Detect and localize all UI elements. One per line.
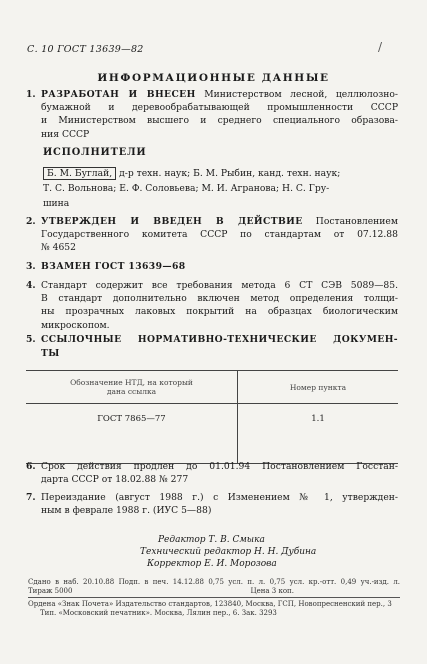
margin-mark: / xyxy=(378,40,383,54)
item-line: Государственного комитета СССР по стандартам от 07.12.88 xyxy=(41,229,398,241)
item-lead: ССЫЛОЧНЫЕ НОРМАТИВНО-ТЕХНИЧЕСКИЕ ДОКУМЕН- xyxy=(41,334,398,345)
item-number: 4. xyxy=(26,280,36,291)
references-table xyxy=(26,370,398,464)
item-line: Срок действия продлен до 01.01.94 Постановлением Госстан- xyxy=(41,461,398,472)
publisher-footer xyxy=(28,600,400,618)
table-header-row xyxy=(26,371,398,404)
item-line: микроскопом. xyxy=(41,319,110,331)
column-header: Обозначение НТД, на который дана ссылка xyxy=(26,371,238,404)
item-number: 2. xyxy=(26,216,36,227)
table-cell: ГОСТ 7865—77 xyxy=(26,404,238,464)
item-3 xyxy=(26,260,398,273)
imprint-line: Тираж 5000 Цена 3 коп. xyxy=(28,586,294,595)
item-lead: ВЗАМЕН ГОСТ 13639—68 xyxy=(41,261,186,272)
developers-list xyxy=(43,166,398,211)
developers-line: Б. М. Буглай, д-р техн. наук; Б. М. Рыбин, канд. техн. наук; xyxy=(43,166,398,181)
developers-heading: ИСПОЛНИТЕЛИ xyxy=(43,147,147,158)
divider xyxy=(28,597,400,598)
item-number: 6. xyxy=(26,461,36,472)
item-line: и Министерством высшего и среднего специального образова- xyxy=(41,115,398,127)
item-line: В стандарт дополнительно включен метод определения толщи- xyxy=(41,293,398,305)
item-number: 7. xyxy=(26,492,36,503)
item-7 xyxy=(26,491,398,517)
credit-editor: Редактор Т. В. Смыка xyxy=(158,535,265,545)
item-lead: УТВЕРЖДЕН И ВВЕДЕН В ДЕЙСТВИЕ xyxy=(41,216,303,227)
table-cell: 1.1 xyxy=(238,404,399,464)
item-4 xyxy=(26,279,398,332)
item-5 xyxy=(26,333,398,361)
footer-line: Тип. «Московский печатник». Москва, Лялин пер., 6. Зак. 3293 xyxy=(40,609,277,617)
developer-first-name: Б. М. Буглай, xyxy=(43,167,116,180)
item-2 xyxy=(26,215,398,255)
footer-line: Ордена «Знак Почета» Издательство стандартов, 123840, Москва, ГСП, Новопресненский пер., 3 xyxy=(28,600,392,608)
item-number: 1. xyxy=(26,89,36,100)
credit-corrector: Корректор Е. И. Морозова xyxy=(147,559,277,569)
item-line: Переиздание (август 1988 г.) с Изменением № 1, утвержден- xyxy=(41,492,398,503)
table-row xyxy=(26,404,398,464)
developers-line: шина xyxy=(43,198,70,209)
section-title: ИНФОРМАЦИОННЫЕ ДАННЫЕ xyxy=(97,72,330,84)
item-lead: РАЗРАБОТАН И ВНЕСЕН xyxy=(41,89,196,100)
item-line: бумажной и деревообрабатывающей промышленности СССР xyxy=(41,102,398,114)
item-line: Стандарт содержит все требования метода 6 СТ СЭВ 5089—85. xyxy=(41,280,398,291)
developers-line: Т. С. Вольнова; Е. Ф. Соловьева; М. И. Агранова; Н. С. Гру- xyxy=(43,183,330,194)
item-line: № 4652 xyxy=(41,242,76,254)
item-6 xyxy=(26,460,398,486)
page-header: С. 10 ГОСТ 13639—82 xyxy=(27,44,144,55)
item-line: УТВЕРЖДЕН И ВВЕДЕН В ДЕЙСТВИЕ Постановлением xyxy=(41,216,398,227)
column-header: Номер пункта xyxy=(238,371,399,404)
credit-tech-editor: Технический редактор Н. Н. Дубина xyxy=(140,547,317,557)
item-1 xyxy=(26,88,398,141)
item-line: РАЗРАБОТАН И ВНЕСЕН Министерством лесной, целлюлозно- xyxy=(41,89,398,100)
item-line: ным в феврале 1988 г. (ИУС 5—88) xyxy=(41,505,212,517)
imprint-line: Сдано в наб. 20.10.88 Подп. в печ. 14.12.88 0,75 усл. п. л. 0,75 усл. кр.-отт. 0,49 уч.-изд. л. xyxy=(28,578,400,586)
imprint xyxy=(28,578,400,595)
item-lead: ТЫ xyxy=(41,348,60,359)
item-number: 5. xyxy=(26,334,36,345)
item-number: 3. xyxy=(26,261,36,272)
item-line: ны прозрачных лаковых покрытий на образцах биологическим xyxy=(41,306,398,318)
credits xyxy=(0,534,427,570)
item-line: ния СССР xyxy=(41,128,90,140)
item-line: дарта СССР от 18.02.88 № 277 xyxy=(41,474,189,486)
